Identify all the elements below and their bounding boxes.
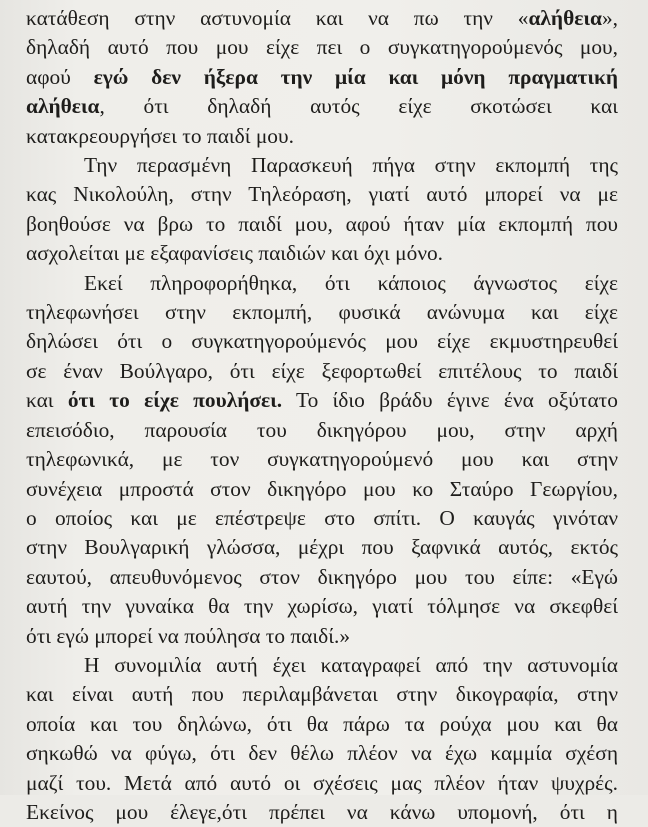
text-line <box>26 122 618 151</box>
text-line <box>26 563 618 592</box>
text-line <box>26 239 618 268</box>
text-run: τηλεφωνικά, με τον συγκατηγορούμενό μου και στην <box>26 447 618 472</box>
text-run: δηλαδή αυτό που μου είχε πει ο συγκατηγορούμενός μου, <box>26 35 618 60</box>
text-line <box>26 386 618 415</box>
text-line <box>26 445 618 474</box>
text-line <box>26 298 618 327</box>
paragraph-statement-truth <box>26 4 618 151</box>
text-line <box>26 622 618 651</box>
paragraph-recorded-conversation <box>26 651 618 827</box>
text-run: Η συνομιλία αυτή έχει καταγραφεί από την αστυνομία <box>84 652 618 677</box>
text-line <box>26 798 618 827</box>
bold-text-run: αλήθεια <box>528 6 602 30</box>
bold-text-run: ότι το είχε πουλήσει. <box>67 388 283 413</box>
text-line <box>26 739 618 768</box>
text-run: σε έναν Βούλγαρο, ότι είχε ξεφορτωθεί επιτέλους το παιδί <box>26 358 618 383</box>
text-run: σηκωθώ να φύγω, ότι δεν θέλω πλέον να έχω καμμία σχέση <box>26 741 618 766</box>
text-line <box>26 4 618 33</box>
text-run: μαζί του. Μετά από αυτό οι σχέσεις μας πλέον ήταν ψυχρές. <box>26 770 618 795</box>
text-line <box>26 592 618 621</box>
text-run: ασχολείται με εξαφανίσεις παιδιών και όχι μόνο. <box>26 241 444 266</box>
text-run: κατακρεουργήσει το παιδί μου. <box>26 123 294 148</box>
text-run: εαυτού, απευθυνόμενος στον δικηγόρο μου του είπε: «Εγώ <box>26 564 618 589</box>
text-run: Εκείνος μου έλεγε,ότι πρέπει να κάνω υπομονή, ότι η <box>26 799 618 824</box>
text-line <box>26 33 618 62</box>
paragraph-anonymous-call <box>26 269 618 651</box>
text-line <box>26 357 618 386</box>
text-line <box>26 63 618 92</box>
text-run: ο οποίος και με επέστρεψε στο σπίτι. Ο καυγάς γινόταν <box>26 505 618 530</box>
text-line <box>26 210 618 239</box>
text-line <box>26 269 618 298</box>
text-run: », <box>601 6 618 30</box>
text-line <box>26 151 618 180</box>
text-run: οποία και του δηλώνω, ότι θα πάρω τα ρούχα μου και θα <box>26 711 618 736</box>
text-run: αυτή την γυναίκα θα την χωρίσω, γιατί τόλμησε να σκεφθεί <box>26 594 618 619</box>
text-run: Το ίδιο βράδυ έγινε ένα οξύτατο <box>282 388 618 413</box>
text-line <box>26 680 618 709</box>
text-run: κας Νικολούλη, στην Τηλεόραση, γιατί αυτό μπορεί να με <box>26 182 618 207</box>
bold-text-run: εγώ δεν ήξερα την μία και μόνη πραγματική <box>93 64 619 89</box>
text-line <box>26 92 618 121</box>
text-line <box>26 710 618 739</box>
paragraph-tv-show <box>26 151 618 269</box>
text-run: στην Βουλγαρική γλώσσα, μέχρι που ξαφνικά αυτός, εκτός <box>26 535 618 560</box>
text-run: ότι εγώ μπορεί να πούλησα το παιδί.» <box>26 623 351 648</box>
text-run: βοηθούσε να βρω το παιδί μου, αφού ήταν μία εκπομπή που <box>26 211 618 236</box>
bold-text-run: αλήθεια <box>26 94 100 119</box>
text-line <box>26 504 618 533</box>
text-line <box>26 327 618 356</box>
text-run: και είναι αυτή που περιλαμβάνεται στην δικογραφία, στην <box>26 682 618 707</box>
text-line <box>26 180 618 209</box>
text-run: δηλώσει ότι ο συγκατηγορούμενός μου είχε εκμυστηρευθεί <box>26 329 618 354</box>
text-line <box>26 533 618 562</box>
text-line <box>26 769 618 798</box>
text-line <box>26 416 618 445</box>
text-run: τηλεφωνήσει στην εκπομπή, φυσικά ανώνυμα και είχε <box>26 300 618 325</box>
text-run: Την περασμένη Παρασκευή πήγα στην εκπομπή της <box>84 153 618 178</box>
text-line <box>26 651 618 680</box>
text-run: επεισόδιο, παρουσία του δικηγόρου μου, στην αρχή <box>26 417 618 442</box>
text-run: κατάθεση στην αστυνομία και να πω την « <box>26 6 529 30</box>
text-run: , ότι δηλαδή αυτός είχε σκοτώσει και <box>99 94 618 119</box>
text-run: Εκεί πληροφορήθηκα, ότι κάποιος άγνωστος είχε <box>84 270 618 295</box>
text-run: και <box>26 388 68 413</box>
text-run: συνέχεια μπροστά στον δικηγόρο μου κο Σταύρο Γεωργίου, <box>26 476 618 501</box>
text-line <box>26 475 618 504</box>
text-run: αφού <box>26 64 94 89</box>
